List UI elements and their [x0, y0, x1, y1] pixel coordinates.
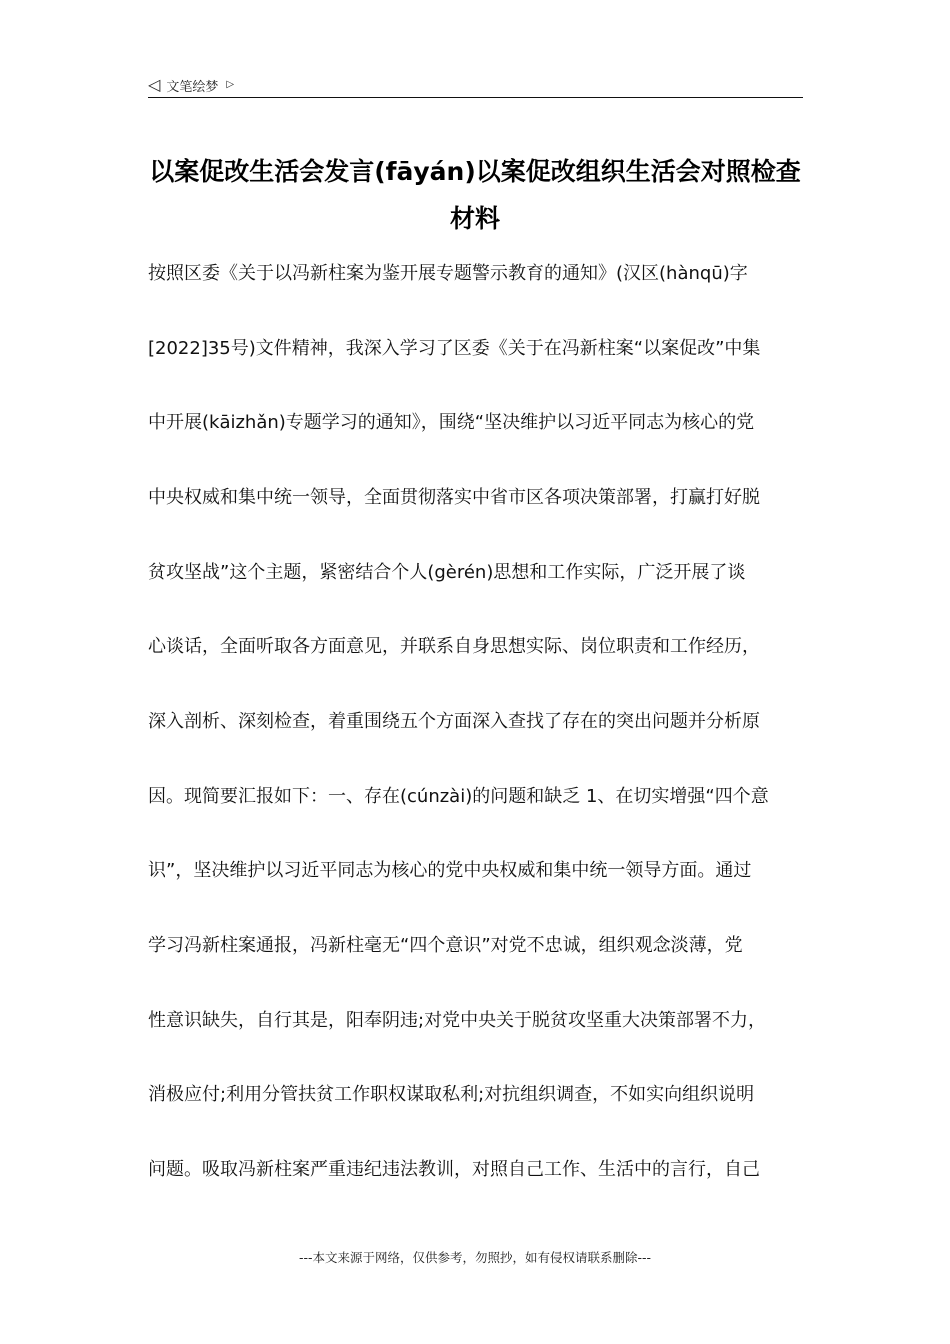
body-line: 因。现简要汇报如下：一、存在(cúnzài)的问题和缺乏 1、在切实增强“四个意 [148, 786, 769, 807]
document-title [140, 148, 810, 242]
triangle-left-icon: ◁ [148, 75, 161, 94]
header-divider [148, 97, 803, 98]
body-line: 按照区委《关于以冯新柱案为鉴开展专题警示教育的通知》(汉区(hànqū)字 [148, 263, 748, 284]
body-line: 性意识缺失，自行其是，阳奉阴违;对党中央关于脱贫攻坚重大决策部署不力， [148, 1010, 767, 1031]
body-line: 中开展(kāizhǎn)专题学习的通知》，围绕“坚决维护以习近平同志为核心的党 [148, 412, 755, 433]
body-line: 深入剖析、深刻检查，着重围绕五个方面深入查找了存在的突出问题并分析原 [148, 711, 760, 732]
body-line: 中央权威和集中统一领导，全面贯彻落实中省市区各项决策部署，打赢打好脱 [148, 487, 760, 508]
title-line-2: 材料 [449, 204, 500, 233]
body-line: [2022]35号)文件精神，我深入学习了区委《关于在冯新柱案“以案促改”中集 [148, 338, 761, 359]
body-line: 心谈话，全面听取各方面意见，并联系自身思想实际、岗位职责和工作经历， [148, 636, 760, 657]
body-line: 贫攻坚战”这个主题，紧密结合个人(gèrén)思想和工作实际，广泛开展了谈 [148, 562, 746, 583]
body-line: 识”，坚决维护以习近平同志为核心的党中央权威和集中统一领导方面。通过 [148, 860, 752, 881]
page-header [148, 74, 803, 96]
title-line-1: 以案促改生活会发言(fāyán)以案促改组织生活会对照检查 [149, 157, 801, 186]
header-label: 文笔绘梦 [166, 79, 219, 95]
triangle-right-icon: ▷ [226, 79, 235, 90]
body-line: 消极应付;利用分管扶贫工作职权谋取私利;对抗组织调查，不如实向组织说明 [148, 1084, 755, 1105]
page-footer: ---本文来源于网络，仅供参考，勿照抄，如有侵权请联系删除--- [298, 1250, 652, 1265]
body-line: 问题。吸取冯新柱案严重违纪违法教训，对照自己工作、生活中的言行，自己 [148, 1159, 760, 1180]
body-line: 学习冯新柱案通报，冯新柱毫无“四个意识”对党不忠诚，组织观念淡薄，党 [148, 935, 743, 956]
